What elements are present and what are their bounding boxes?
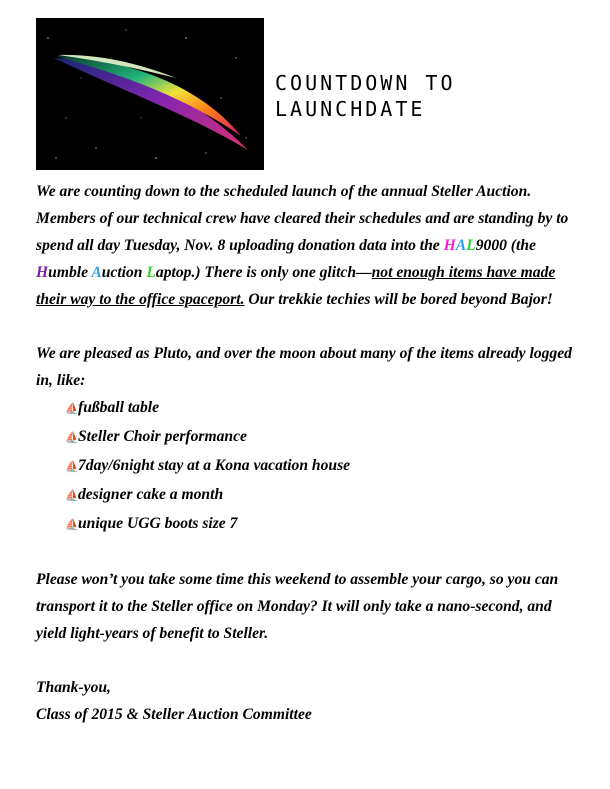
letter-body [36,178,581,728]
ship-bullet-icon: ⛵ [65,519,79,531]
title-line-2: LAUNCHDATE [275,97,426,121]
hal-name: HAL [443,237,476,254]
comet-image [36,18,264,170]
comet-graphic [36,18,264,170]
ship-bullet-icon: ⛵ [65,490,79,502]
title-line-1: COUNTDOWN TO [275,71,456,95]
page-title [275,70,456,122]
ship-bullet-icon: ⛵ [65,461,79,473]
intro-paragraph: We are counting down to the scheduled launch of the annual Steller Auction. Members of our technical crew have cleared their schedules and are standing by to spend all day Tuesday, Nov. 8 uploading donation data into the HAL9000 (the Humble Auction Laptop.) There is only one glitch—not enough items have made their way to the office spaceport. Our trekkie techies will be bored beyond Bajor! [36,183,569,308]
closing-signature: Class of 2015 & Steller Auction Committee [36,706,312,723]
items-list [36,394,581,539]
request-paragraph: Please won’t you take some time this weekend to assemble your cargo, so you can transport it to the Steller office on Monday? It will only take a nano-second, and yield light-years of benefit to Steller. [36,571,559,642]
list-item: ⛵7day/6night stay at a Kona vacation house [65,452,581,481]
intro-text: We are counting down to the scheduled launch of the annual Steller Auction. Members of our technical crew have cleared their schedules and are standing by to spend all day Tuesday, Nov. 8 uploading donation data into the [36,183,569,254]
underlined-text: not enough items have made their way to the office spaceport. [36,264,556,308]
items-intro-paragraph: We are pleased as Pluto, and over the moon about many of the items already logged in, like: [36,345,572,389]
list-item: ⛵designer cake a month [65,481,581,510]
list-item: ⛵fußball table [65,394,581,423]
ship-bullet-icon: ⛵ [65,432,79,444]
list-item: ⛵unique UGG boots size 7 [65,510,581,539]
ship-bullet-icon: ⛵ [65,403,79,415]
list-item: ⛵Steller Choir performance [65,423,581,452]
closing-thanks: Thank-you, [36,679,111,696]
